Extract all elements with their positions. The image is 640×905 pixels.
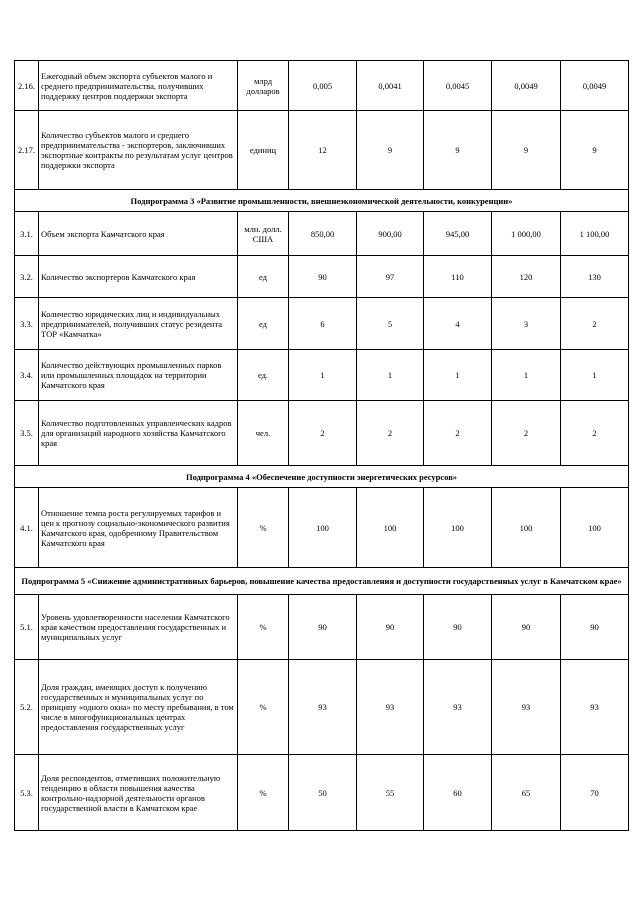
indicator-value: 90 <box>289 595 357 660</box>
indicator-value: 100 <box>492 488 561 568</box>
indicator-value: 93 <box>289 660 357 755</box>
indicator-value: 100 <box>424 488 492 568</box>
indicator-value: 1 <box>289 350 357 401</box>
indicator-number: 3.5. <box>15 401 39 466</box>
table-row <box>15 256 629 298</box>
table-row <box>15 488 629 568</box>
indicator-value: 60 <box>424 755 492 831</box>
indicator-number: 4.1. <box>15 488 39 568</box>
indicator-value: 130 <box>561 256 629 298</box>
indicator-value: 50 <box>289 755 357 831</box>
indicator-value: 1 <box>424 350 492 401</box>
indicator-unit: млн. долл. США <box>238 212 289 256</box>
indicator-value: 0,0049 <box>492 61 561 111</box>
indicator-unit: единиц <box>238 111 289 190</box>
indicator-value: 90 <box>357 595 424 660</box>
indicator-value: 0,0049 <box>561 61 629 111</box>
indicator-value: 1 <box>492 350 561 401</box>
indicator-unit: чел. <box>238 401 289 466</box>
table-row <box>15 212 629 256</box>
indicator-number: 5.1. <box>15 595 39 660</box>
indicator-value: 97 <box>357 256 424 298</box>
indicator-value: 12 <box>289 111 357 190</box>
indicator-unit: % <box>238 755 289 831</box>
indicator-value: 1 100,00 <box>561 212 629 256</box>
indicator-value: 100 <box>561 488 629 568</box>
indicator-number: 3.4. <box>15 350 39 401</box>
indicator-number: 3.2. <box>15 256 39 298</box>
indicator-value: 110 <box>424 256 492 298</box>
indicator-value: 0,005 <box>289 61 357 111</box>
indicator-unit: ед <box>238 298 289 350</box>
table-row <box>15 660 629 755</box>
indicator-name: Количество действующих промышленных парков или промышленных площадок на территории Камчатского края <box>39 350 238 401</box>
indicator-value: 65 <box>492 755 561 831</box>
indicator-value: 9 <box>357 111 424 190</box>
indicator-value: 2 <box>561 401 629 466</box>
indicator-value: 90 <box>492 595 561 660</box>
table-row <box>15 298 629 350</box>
indicator-value: 4 <box>424 298 492 350</box>
indicator-value: 93 <box>561 660 629 755</box>
indicator-value: 2 <box>289 401 357 466</box>
subprogram-header-row <box>15 466 629 488</box>
indicator-value: 90 <box>561 595 629 660</box>
indicator-unit: % <box>238 595 289 660</box>
indicator-number: 2.17. <box>15 111 39 190</box>
indicator-value: 2 <box>357 401 424 466</box>
table-row <box>15 401 629 466</box>
indicator-number: 5.2. <box>15 660 39 755</box>
indicator-value: 850,00 <box>289 212 357 256</box>
indicator-unit: ед <box>238 256 289 298</box>
indicator-value: 9 <box>492 111 561 190</box>
indicator-name: Количество субъектов малого и среднего предпринимательства - экспортеров, заключивших экспортные контракты по результатам услуг центров поддержки экспорта <box>39 111 238 190</box>
table-row <box>15 350 629 401</box>
subprogram-header-row <box>15 190 629 212</box>
indicator-value: 900,00 <box>357 212 424 256</box>
table-row <box>15 595 629 660</box>
indicator-value: 70 <box>561 755 629 831</box>
indicator-name: Доля граждан, имеющих доступ к получению государственных и муниципальных услуг по принципу «одного окна» по месту пребывания, в том числе в многофункциональных центрах предоставления государственных услуг <box>39 660 238 755</box>
indicator-name: Количество подготовленных управленческих кадров для организаций народного хозяйства Камчатского края <box>39 401 238 466</box>
indicator-value: 90 <box>289 256 357 298</box>
indicator-name: Количество экспортеров Камчатского края <box>39 256 238 298</box>
subprogram-title: Подпрограмма 4 «Обеспечение доступности энергетических ресурсов» <box>15 466 629 488</box>
indicator-name: Количество юридических лиц и индивидуальных предпринимателей, получивших статус резидента ТОР «Камчатка» <box>39 298 238 350</box>
indicator-number: 2.16. <box>15 61 39 111</box>
indicator-value: 90 <box>424 595 492 660</box>
indicator-value: 945,00 <box>424 212 492 256</box>
indicator-number: 3.1. <box>15 212 39 256</box>
indicator-value: 55 <box>357 755 424 831</box>
indicator-value: 0,0041 <box>357 61 424 111</box>
indicator-value: 6 <box>289 298 357 350</box>
indicator-name: Отношение темпа роста регулируемых тарифов и цен к прогнозу социально-экономического развития Камчатского края, одобренному Правительством Камчатского края <box>39 488 238 568</box>
indicator-value: 2 <box>424 401 492 466</box>
indicator-value: 2 <box>561 298 629 350</box>
indicator-number: 5.3. <box>15 755 39 831</box>
indicator-value: 3 <box>492 298 561 350</box>
indicator-name: Ежегодный объем экспорта субъектов малого и среднего предпринимательства, получивших поддержку центров поддержки экспорта <box>39 61 238 111</box>
indicator-unit: ед. <box>238 350 289 401</box>
subprogram-header-row <box>15 568 629 595</box>
indicator-unit: % <box>238 488 289 568</box>
indicator-unit: млрд долларов <box>238 61 289 111</box>
indicator-value: 1 <box>561 350 629 401</box>
table-row <box>15 111 629 190</box>
indicator-name: Доля респондентов, отметивших положительную тенденцию в области повышения качества контрольно-надзорной деятельности органов государственной власти в Камчатском крае <box>39 755 238 831</box>
indicator-unit: % <box>238 660 289 755</box>
indicator-value: 120 <box>492 256 561 298</box>
indicator-value: 93 <box>424 660 492 755</box>
indicator-value: 1 000,00 <box>492 212 561 256</box>
indicator-value: 0,0045 <box>424 61 492 111</box>
indicator-number: 3.3. <box>15 298 39 350</box>
table-body <box>15 61 629 831</box>
table-row <box>15 61 629 111</box>
subprogram-title: Подпрограмма 3 «Развитие промышленности, внешнеэкономической деятельности, конкуренции» <box>15 190 629 212</box>
indicator-value: 93 <box>492 660 561 755</box>
indicator-value: 9 <box>561 111 629 190</box>
indicator-value: 93 <box>357 660 424 755</box>
indicator-value: 100 <box>289 488 357 568</box>
indicator-value: 2 <box>492 401 561 466</box>
indicator-name: Объем экспорта Камчатского края <box>39 212 238 256</box>
indicator-value: 9 <box>424 111 492 190</box>
indicator-value: 1 <box>357 350 424 401</box>
table-row <box>15 755 629 831</box>
indicator-value: 100 <box>357 488 424 568</box>
subprogram-title: Подпрограмма 5 «Снижение административных барьеров, повышение качества предоставления и доступности государственных услуг в Камчатском крае» <box>15 568 629 595</box>
indicator-value: 5 <box>357 298 424 350</box>
indicator-name: Уровень удовлетворенности населения Камчатского края качеством предоставления государственных и муниципальных услуг <box>39 595 238 660</box>
indicators-table <box>14 60 629 831</box>
